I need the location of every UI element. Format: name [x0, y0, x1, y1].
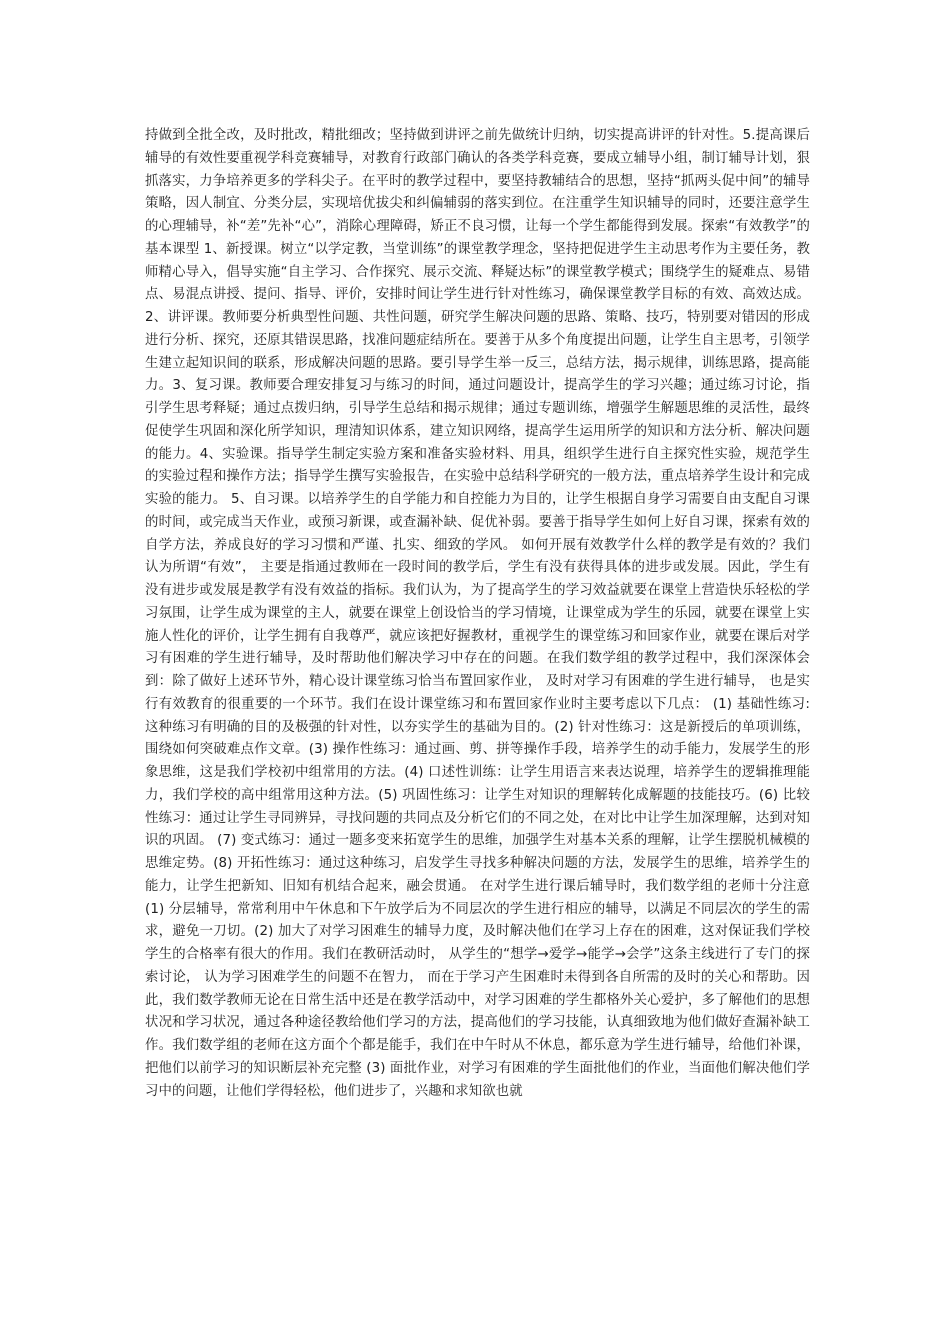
body-paragraph: 持做到全批全改，及时批改，精批细改；坚持做到讲评之前先做统计归纳，切实提高讲评的针对性。5.提高课后辅导的有效性要重视学科竞赛辅导，对教育行政部门确认的各类学科竞赛，要成立辅导小组，制订辅导计划，狠抓落实，力争培养更多的学科尖子。在平时的教学过程中，要坚持教辅结合的思想，坚持“抓两头促中间”的辅导策略，因人制宜、分类分层，实现培优拔尖和纠偏辅弱的落实到位。在注重学生知识辅导的同时，还要注意学生的心理辅导，补“差”先补“心”，消除心理障碍，矫正不良习惯，让每一个学生都能得到发展。探索“有效教学”的基本课型 1、新授课。树立“以学定教，当堂训练”的课堂教学理念，坚持把促进学生主动思考作为主要任务，教师精心导入，倡导实施“自主学习、合作探究、展示交流、释疑达标”的课堂教学模式；围绕学生的疑难点、易错点、易混点讲授、提问、指导、评价，安排时间让学生进行针对性练习，确保课堂教学目标的有效、高效达成。2、讲评课。教师要分析典型性问题、共性问题，研究学生解决问题的思路、策略、技巧，特别要对错因的形成进行分析、探究，还原其错误思路，找准问题症结所在。要善于从多个角度提出问题，让学生自主思考，引领学生建立起知识间的联系，形成解决问题的思路。要引导学生举一反三，总结方法，揭示规律，训练思路，提高能力。3、复习课。教师要合理安排复习与练习的时间，通过问题设计，提高学生的学习兴趣；通过练习讨论，指引学生思考释疑；通过点拨归纳，引导学生总结和揭示规律；通过专题训练，增强学生解题思维的灵活性，最终促使学生巩固和深化所学知识，理清知识体系，建立知识网络，提高学生运用所学的知识和方法分析、解决问题的能力。4、实验课。指导学生制定实验方案和准备实验材料、用具，组织学生进行自主探究性实验，规范学生的实验过程和操作方法；指导学生撰写实验报告，在实验中总结科学研究的一般方法，重点培养学生设计和完成实验的能力。 5、自习课。以培养学生的自学能力和自控能力为目的，让学生根据自身学习需要自由支配自习课的时间，或完成当天作业，或预习新课，或查漏补缺、促优补弱。要善于指导学生如何上好自习课，探索有效的自学方法，养成良好的学习习惯和严谨、扎实、细致的学风。 如何开展有效教学什么样的教学是有效的？我们认为所谓“有效”， 主要是指通过教师在一段时间的教学后，学生有没有获得具体的进步或发展。因此，学生有没有进步或发展是教学有没有效益的指标。我们认为，为了提高学生的学习效益就要在课堂上营造快乐轻松的学习氛围，让学生成为课堂的主人，就要在课堂上创设恰当的学习情境，让课堂成为学生的乐园，就要在课堂上实施人性化的评价，让学生拥有自我尊严，就应该把好握教材，重视学生的课堂练习和回家作业，就要在课后对学习有困难的学生进行辅导，及时帮助他们解决学习中存在的问题。在我们数学组的教学过程中，我们深深体会到：除了做好上述环节外，精心设计课堂练习恰当布置回家作业， 及时对学习有困难的学生进行辅导， 也是实行有效教育的很重要的一个环节。我们在设计课堂练习和布置回家作业时主要考虑以下几点： (1) 基础性练习:这种练习有明确的目的及极强的针对性，以夯实学生的基础为目的。(2) 针对性练习：这是新授后的单项训练，围绕如何突破难点作文章。(3) 操作性练习：通过画、剪、拼等操作手段，培养学生的动手能力，发展学生的形象思维，这是我们学校初中组常用的方法。(4) 口述性训练：让学生用语言来表达说理，培养学生的逻辑推理能力，我们学校的高中组常用这种方法。(5) 巩固性练习：让学生对知识的理解转化成解题的技能技巧。(6) 比较性练习：通过让学生寻同辨异，寻找问题的共同点及分析它们的不同之处，在对比中让学生加深理解，达到对知识的巩固。 (7) 变式练习：通过一题多变来拓宽学生的思维，加强学生对基本关系的理解，让学生摆脱机械模的思维定势。(8) 开拓性练习：通过这种练习，启发学生寻找多种解决问题的方法，发展学生的思维，培养学生的能力，让学生把新知、旧知有机结合起来，融会贯通。 在对学生进行课后辅导时，我们数学组的老师十分注意 (1) 分层辅导，常常利用中午休息和下午放学后为不同层次的学生进行相应的辅导，以满足不同层次的学生的需求，避免一刀切。(2) 加大了对学习困难生的辅导力度，及时解决他们在学习上存在的困难，这对保证我们学校学生的合格率有很大的作用。我们在教研活动时， 从学生的“想学→爱学→能学→会学”这条主线进行了专门的探索讨论， 认为学习困难学生的问题不在智力， 而在于学习产生困难时未得到各自所需的及时的关心和帮助。因此，我们数学教师无论在日常生活中还是在教学活动中，对学习困难的学生都格外关心爱护，多了解他们的思想状况和学习状况，通过各种途径教给他们学习的方法，提高他们的学习技能，认真细致地为他们做好查漏补缺工作。我们数学组的老师在这方面个个都是能手，我们在中午时从不休息，都乐意为学生进行辅导，给他们补课，把他们以前学习的知识断层补充完整 (3) 面批作业，对学习有困难的学生面批他们的作业，当面他们解决他们学习中的问题，让他们学得轻松，他们进步了，兴趣和求知欲也就: [145, 128, 810, 1099]
